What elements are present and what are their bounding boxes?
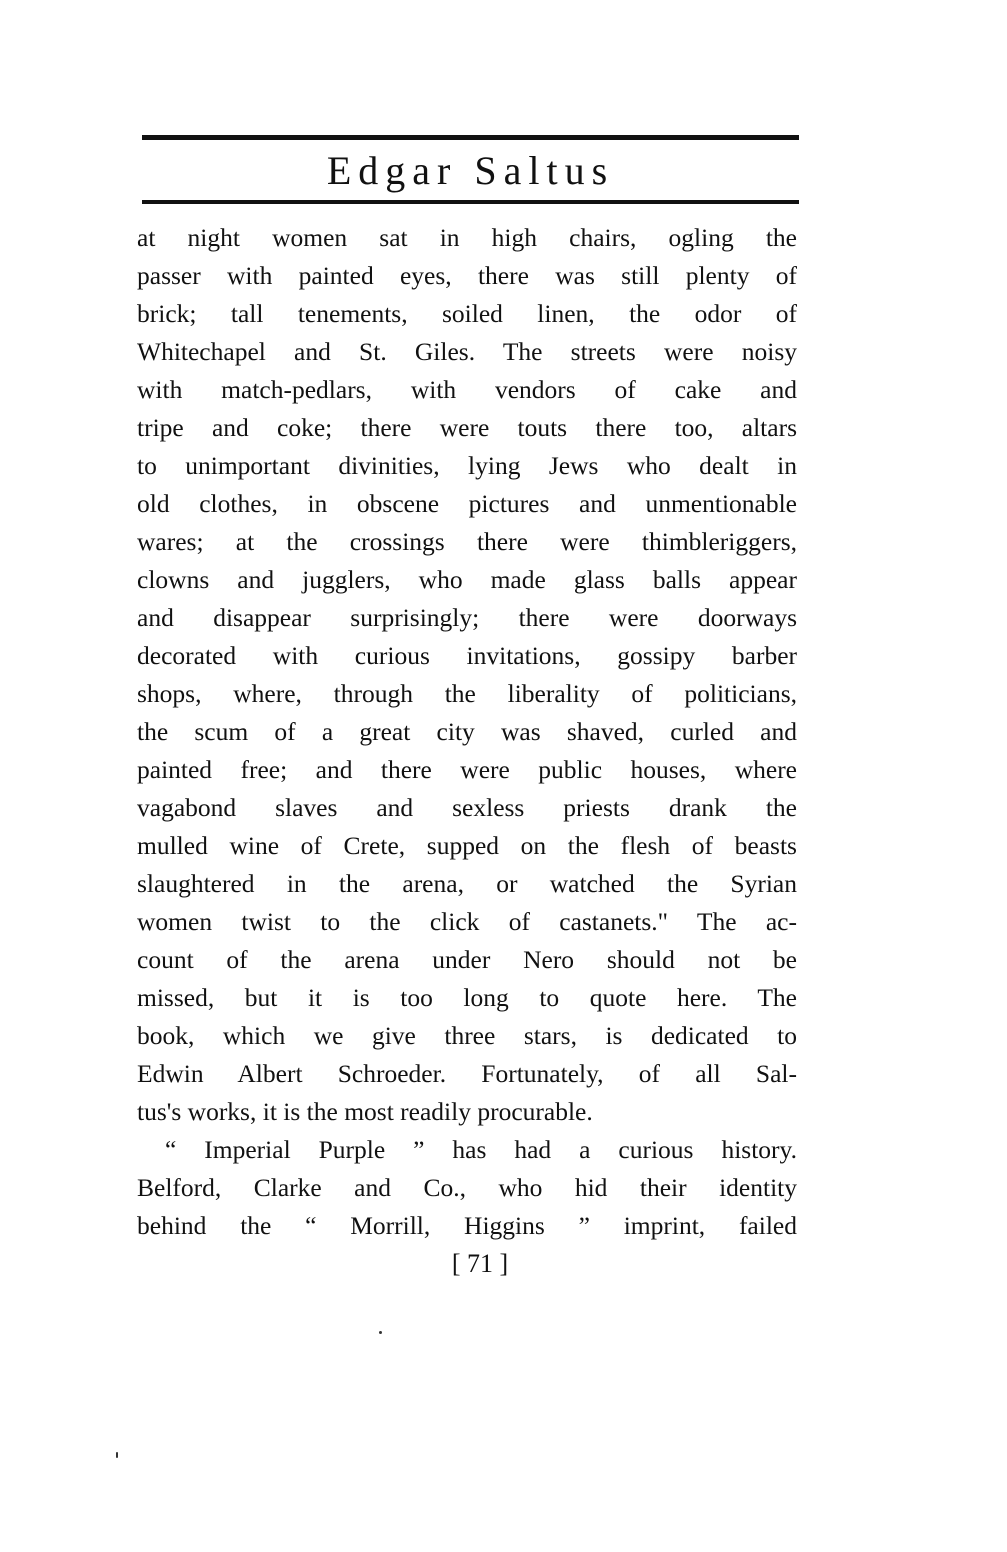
text-line: missed, but it is too long to quote here. The	[137, 983, 797, 1012]
text-line: vagabond slaves and sexless priests drank the	[137, 793, 797, 822]
text-line: with match-pedlars, with vendors of cake and	[137, 375, 797, 404]
body-text	[137, 219, 797, 1245]
text-line: to unimportant divinities, lying Jews who dealt in	[137, 451, 797, 480]
text-line: brick; tall tenements, soiled linen, the odor of	[137, 299, 797, 328]
text-line: wares; at the crossings there were thimbleriggers,	[137, 527, 797, 556]
text-line: count of the arena under Nero should not be	[137, 945, 797, 974]
running-head: Edgar Saltus	[326, 148, 615, 193]
text-line: Belford, Clarke and Co., who hid their identity	[137, 1173, 797, 1202]
text-line: at night women sat in high chairs, ogling the	[137, 223, 797, 252]
text-line: book, which we give three stars, is dedicated to	[137, 1021, 797, 1050]
text-line: decorated with curious invitations, gossipy barber	[137, 641, 797, 670]
page-number: [ 71 ]	[451, 1249, 509, 1278]
text-line: tus's works, it is the most readily procurable.	[137, 1097, 593, 1126]
text-line: Edwin Albert Schroeder. Fortunately, of all Sal-	[137, 1059, 797, 1088]
text-line: slaughtered in the arena, or watched the Syrian	[137, 869, 797, 898]
text-line: and disappear surprisingly; there were doorways	[137, 603, 797, 632]
text-line: old clothes, in obscene pictures and unmentionable	[137, 489, 797, 518]
header-top-rule	[142, 135, 799, 140]
scan-speck	[116, 1452, 118, 1458]
text-line: “ Imperial Purple ” has had a curious history.	[165, 1135, 797, 1164]
text-line: Whitechapel and St. Giles. The streets were noisy	[137, 337, 797, 366]
scan-speck	[379, 1331, 382, 1334]
text-line: clowns and jugglers, who made glass balls appear	[137, 565, 797, 594]
text-line: shops, where, through the liberality of politicians,	[137, 679, 797, 708]
text-line: mulled wine of Crete, supped on the flesh of beasts	[137, 831, 797, 860]
text-line: tripe and coke; there were touts there too, altars	[137, 413, 797, 442]
text-line: the scum of a great city was shaved, curled and	[137, 717, 797, 746]
text-line: passer with painted eyes, there was still plenty of	[137, 261, 797, 290]
header-bottom-rule	[142, 200, 799, 204]
text-line: painted free; and there were public houses, where	[137, 755, 797, 784]
text-line: behind the “ Morrill, Higgins ” imprint, failed	[137, 1211, 797, 1240]
text-line: women twist to the click of castanets." The ac-	[137, 907, 797, 936]
